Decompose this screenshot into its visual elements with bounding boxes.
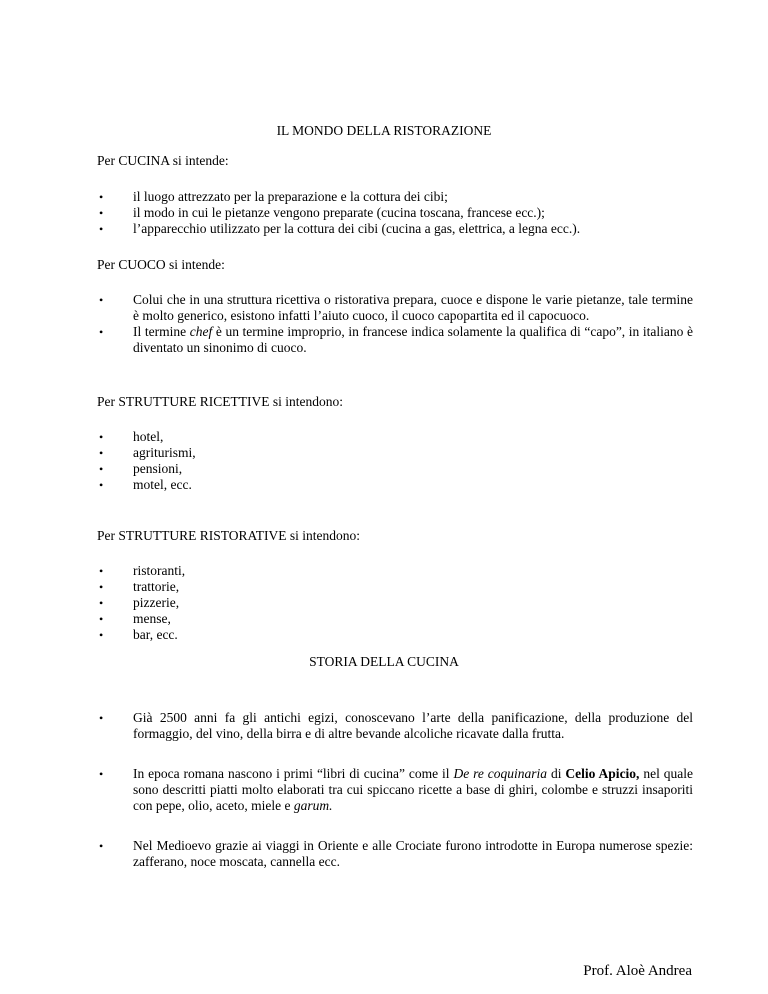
bullet-icon: • (99, 478, 104, 492)
list-item: • il luogo attrezzato per la preparazione e la cottura dei cibi; (99, 189, 448, 204)
bullet-icon: • (99, 839, 104, 853)
bullet-icon: • (99, 430, 104, 444)
section-label-cuoco: Per CUOCO si intende: (97, 257, 225, 272)
bullet-icon: • (99, 711, 104, 725)
list-item: • Il termine chef è un termine improprio, in francese indica solamente la qualifica di “capo”, in italiano è diventato un sinonimo di cuoco. (99, 324, 694, 355)
list-item: • Nel Medioevo grazie ai viaggi in Oriente e alle Crociate furono introdotte in Europa numerose spezie: zafferano, noce moscata, cannella ecc. (99, 838, 693, 869)
bullet-icon: • (99, 446, 104, 460)
bullet-icon: • (99, 293, 104, 307)
list-item: • In epoca romana nascono i primi “libri di cucina” come il De re coquinaria di Celio Apicio, nel quale sono descritti piatti molto elaborati tra cui spiccano ricette a base di ghiri, colombe e struzzi insaporiti con pepe, olio, aceto, miele e garum. (99, 766, 693, 813)
bullet-icon: • (99, 580, 104, 594)
list-item: • Già 2500 anni fa gli antichi egizi, conoscevano l’arte della panificazione, della produzione del formaggio, del vino, della birra e di altre bevande alcoliche ricavate dalla frutta. (99, 710, 693, 741)
list-item: • pensioni, (99, 461, 183, 476)
list-item: • hotel, (99, 429, 164, 444)
bullet-icon: • (99, 564, 104, 578)
ricettive-list (97, 429, 693, 493)
bullet-icon: • (99, 206, 104, 220)
list-item: • ristoranti, (99, 563, 186, 578)
list-item: • trattorie, (99, 579, 180, 594)
ristorative-list (97, 563, 693, 643)
section-label-strutture-ricettive: Per STRUTTURE RICETTIVE si intendono: (97, 394, 343, 409)
list-item: • Colui che in una struttura ricettiva o ristorativa prepara, cuoce e dispone le varie pietanze, tale termine è molto generico, esistono infatti l’aiuto cuoco, il cuoco capopartita ed il capocuoco. (99, 292, 693, 323)
cucina-list (97, 189, 693, 237)
list-item: • l’apparecchio utilizzato per la cottura dei cibi (cucina a gas, elettrica, a legna ecc.). (99, 221, 581, 236)
bullet-icon: • (99, 767, 104, 781)
list-item: • mense, (99, 611, 171, 626)
section-label-cucina: Per CUCINA si intende: (97, 153, 229, 168)
bullet-icon: • (99, 612, 104, 626)
section-title-storia: STORIA DELLA CUCINA (309, 654, 459, 669)
list-item: • agriturismi, (99, 445, 196, 460)
list-item: • bar, ecc. (99, 627, 178, 642)
storia-list (97, 710, 693, 870)
section-label-strutture-ristorative: Per STRUTTURE RISTORATIVE si intendono: (97, 528, 360, 543)
list-item: • pizzerie, (99, 595, 180, 610)
bullet-icon: • (99, 190, 104, 204)
cuoco-list (97, 292, 693, 356)
bullet-icon: • (99, 325, 104, 339)
bullet-icon: • (99, 222, 104, 236)
list-item: • motel, ecc. (99, 477, 192, 492)
list-item: • il modo in cui le pietanze vengono preparate (cucina toscana, francese ecc.); (99, 205, 545, 220)
bullet-icon: • (99, 596, 104, 610)
bullet-icon: • (99, 628, 104, 642)
author-footer: Prof. Aloè Andrea (583, 963, 692, 979)
document-title: IL MONDO DELLA RISTORAZIONE (276, 123, 492, 138)
bullet-icon: • (99, 462, 104, 476)
